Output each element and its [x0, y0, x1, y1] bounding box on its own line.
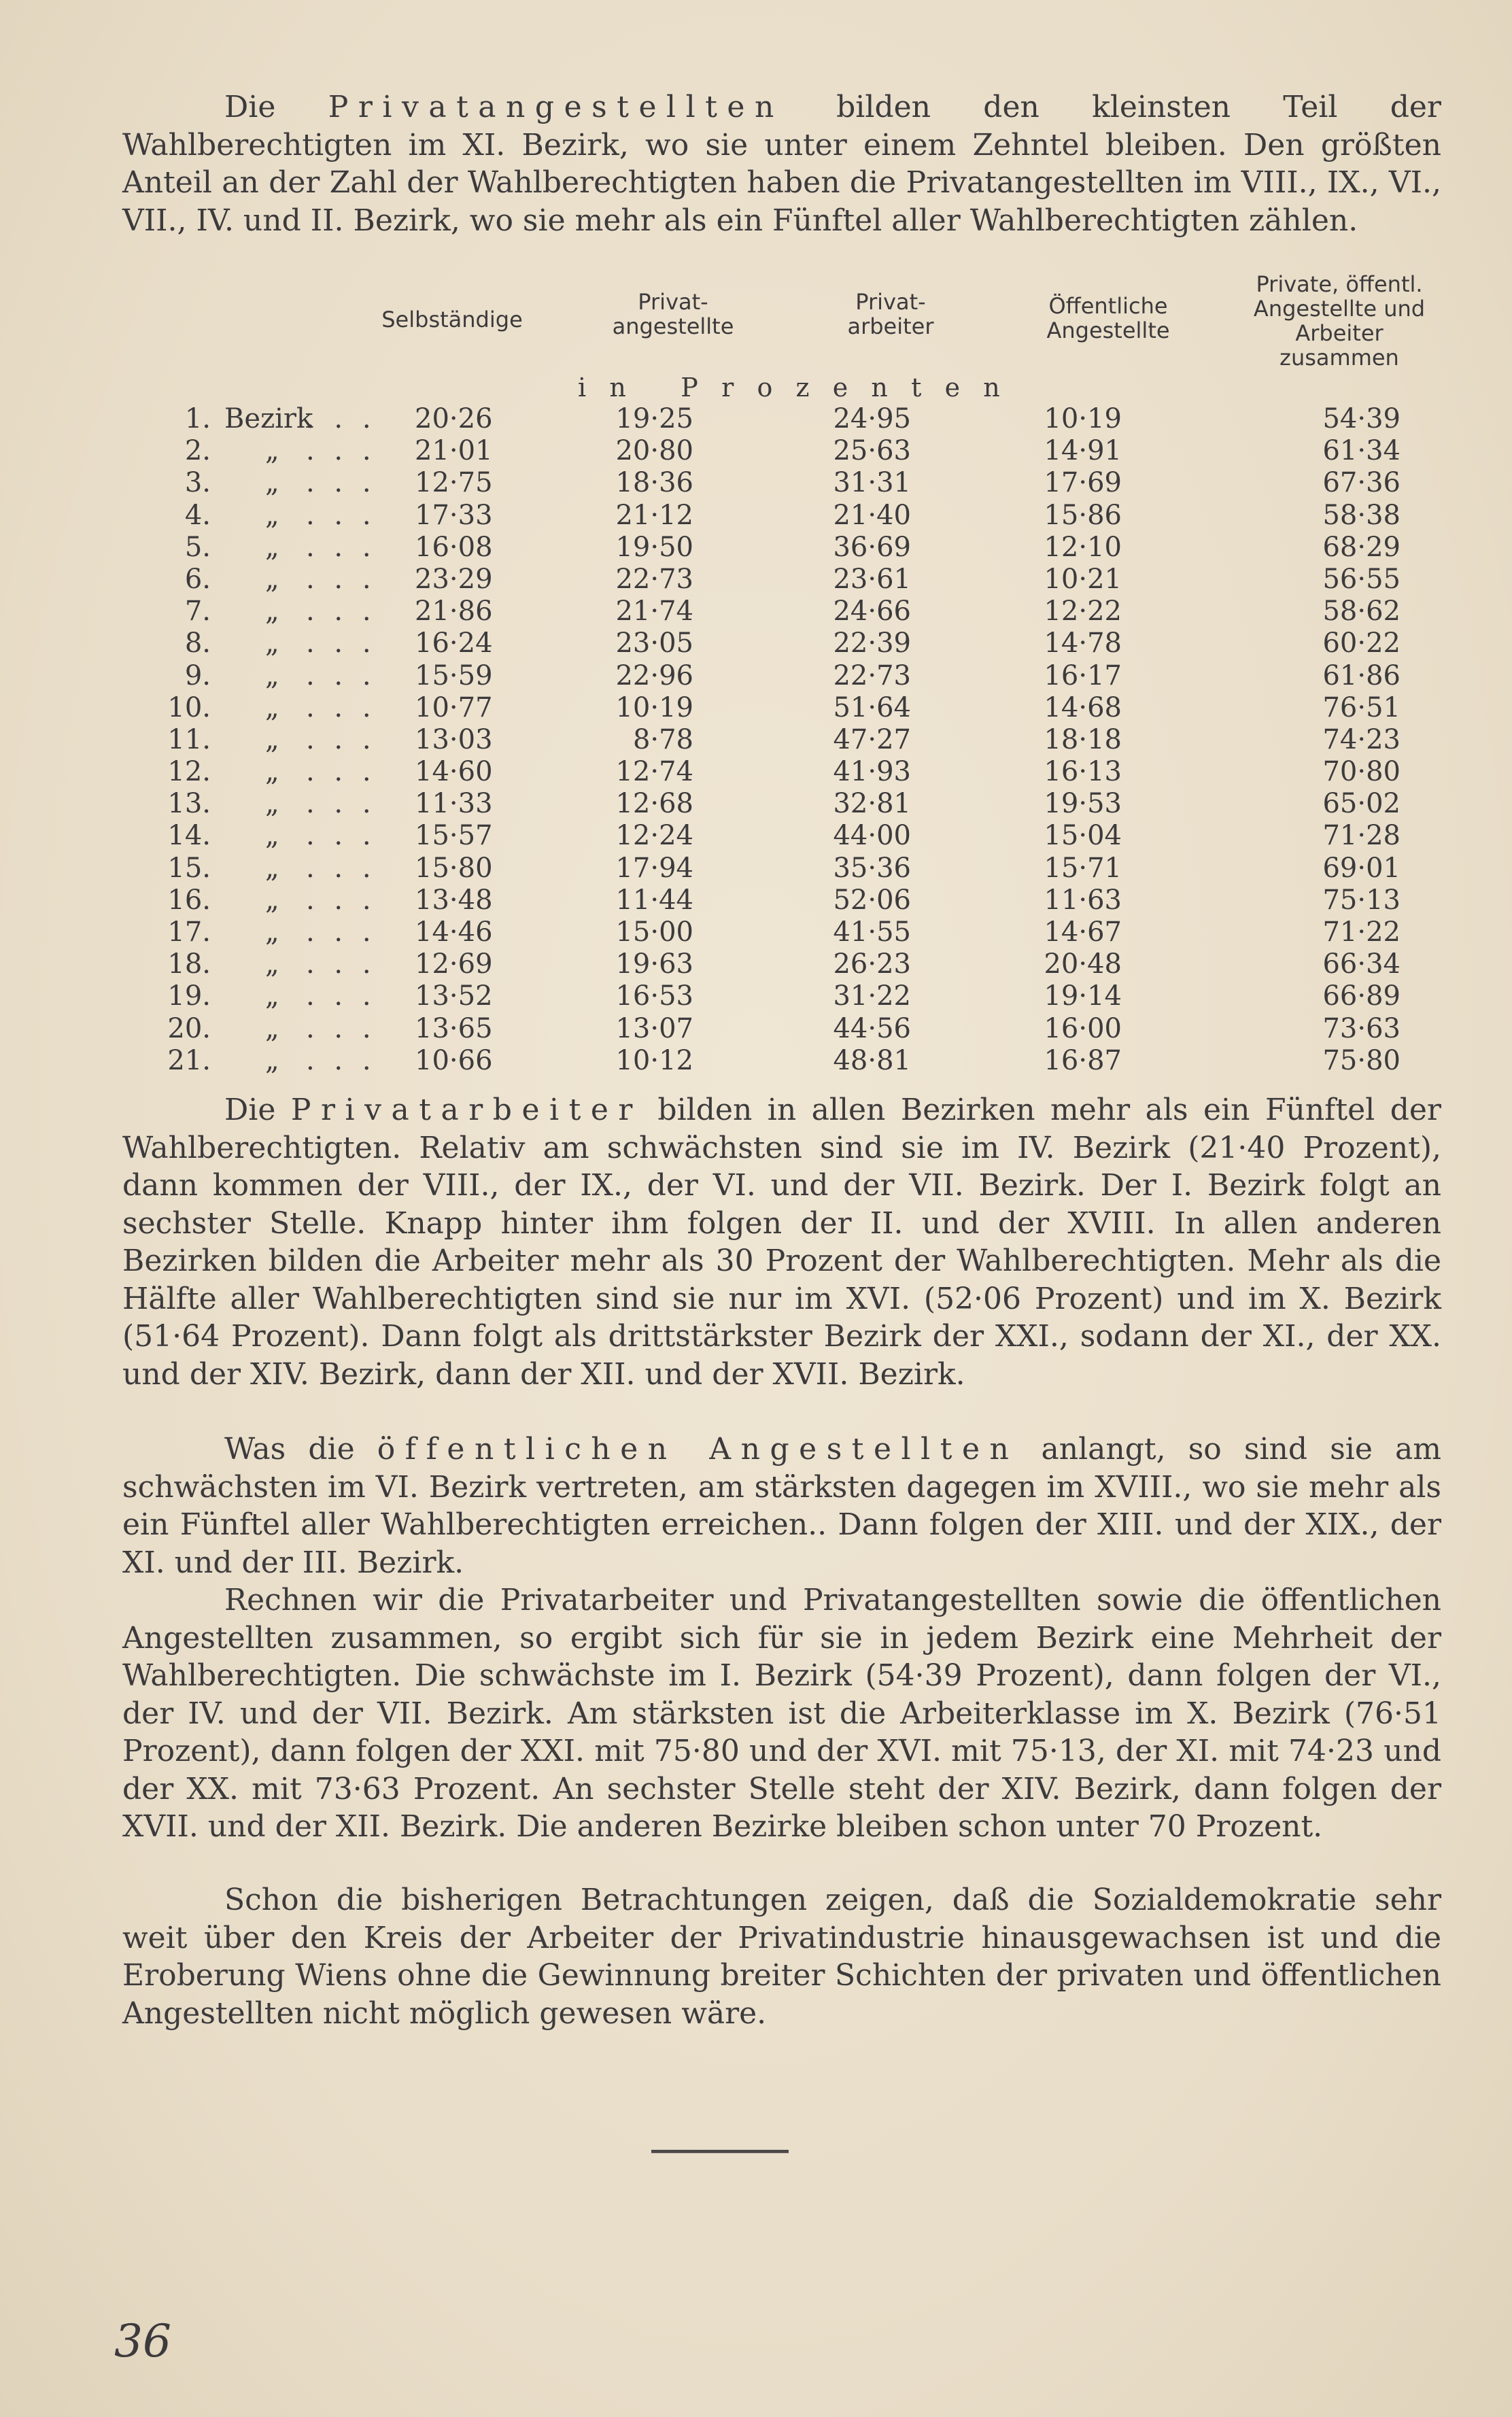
cell-privatangestellte: 13·07 — [615, 1012, 693, 1044]
cell-oeffentliche: 14·67 — [1044, 916, 1122, 948]
leader-dots: . . . — [306, 403, 377, 434]
cell-privatarbeiter: 23·61 — [833, 563, 911, 595]
cell-privatarbeiter: 32·81 — [833, 788, 911, 820]
cell-zusammen: 66·89 — [1322, 980, 1401, 1012]
cell-privatangestellte: 8·78 — [632, 723, 693, 755]
table-row — [122, 1045, 1441, 1077]
bezirk-label: Bezirk — [224, 403, 313, 434]
leader-dots: . . . — [306, 1012, 377, 1044]
cell-oeffentliche: 14·91 — [1044, 435, 1122, 467]
leader-dots: . . . — [306, 435, 377, 467]
cell-oeffentliche: 16·87 — [1044, 1044, 1122, 1076]
paragraph-lead: Die — [224, 90, 276, 124]
cell-privatangestellte: 21·12 — [615, 499, 693, 531]
leader-dots: . . . — [306, 659, 377, 691]
cell-zusammen: 71·22 — [1322, 916, 1401, 948]
ditto-mark: „ — [265, 659, 279, 691]
cell-zusammen: 76·51 — [1322, 691, 1401, 723]
cell-oeffentliche: 15·71 — [1044, 852, 1122, 884]
cell-selbstaendige: 13·03 — [415, 723, 493, 755]
cell-oeffentliche: 12·22 — [1044, 596, 1122, 628]
ditto-mark: „ — [265, 948, 279, 980]
cell-selbstaendige: 13·65 — [415, 1012, 493, 1044]
row-number: 16. — [167, 884, 211, 916]
cell-privatarbeiter: 22·73 — [833, 659, 911, 691]
cell-privatarbeiter: 48·81 — [833, 1044, 911, 1076]
cell-privatarbeiter: 52·06 — [833, 884, 911, 916]
spaced-term: öffentlichen Angestellten — [377, 1432, 1019, 1467]
leader-dots: . . . — [306, 916, 377, 948]
cell-oeffentliche: 19·14 — [1044, 980, 1122, 1012]
header-selbstaendige: Selbständige — [381, 307, 523, 332]
leader-dots: . . . — [306, 691, 377, 723]
leader-dots: . . . — [306, 948, 377, 980]
leader-dots: . . . — [306, 884, 377, 916]
ditto-mark: „ — [265, 820, 279, 852]
cell-zusammen: 70·80 — [1322, 756, 1401, 788]
header-zusammen: Private, öffentl. Angestellte und Arbeiter zusammen — [1253, 271, 1426, 371]
cell-privatangestellte: 23·05 — [615, 628, 693, 659]
header-privatangestellte: Privat- angestellte — [612, 289, 734, 339]
table-row — [122, 500, 1441, 532]
row-number: 5. — [184, 531, 211, 563]
cell-selbstaendige: 13·48 — [415, 884, 493, 916]
cell-selbstaendige: 20·26 — [415, 403, 493, 434]
cell-privatangestellte: 19·50 — [615, 531, 693, 563]
paragraph-lead: Was die — [224, 1432, 355, 1467]
cell-zusammen: 61·86 — [1322, 659, 1401, 691]
row-number: 7. — [184, 596, 211, 628]
cell-privatangestellte: 22·96 — [615, 659, 693, 691]
cell-zusammen: 75·13 — [1322, 884, 1401, 916]
cell-privatarbeiter: 31·22 — [833, 980, 911, 1012]
ditto-mark: „ — [265, 467, 279, 499]
cell-privatarbeiter: 24·95 — [833, 403, 911, 434]
cell-zusammen: 66·34 — [1322, 948, 1401, 980]
cell-privatarbeiter: 36·69 — [833, 531, 911, 563]
ditto-mark: „ — [265, 884, 279, 916]
cell-privatarbeiter: 47·27 — [833, 723, 911, 755]
cell-selbstaendige: 21·01 — [415, 435, 493, 467]
header-privatarbeiter: Privat- arbeiter — [847, 289, 934, 339]
ditto-mark: „ — [265, 531, 279, 563]
cell-zusammen: 54·39 — [1322, 403, 1401, 434]
table-row — [122, 692, 1441, 724]
table-row — [122, 853, 1441, 885]
cell-privatarbeiter: 24·66 — [833, 596, 911, 628]
row-number: 15. — [167, 852, 211, 884]
section-rule — [651, 2150, 789, 2153]
paragraph-privatarbeiter — [122, 1091, 1441, 1393]
cell-oeffentliche: 16·17 — [1044, 659, 1122, 691]
paragraph-oeffentliche-angestellte — [122, 1430, 1441, 1581]
cell-privatarbeiter: 41·55 — [833, 916, 911, 948]
table-row — [122, 596, 1441, 628]
leader-dots: . . . — [306, 788, 377, 820]
cell-selbstaendige: 10·77 — [415, 691, 493, 723]
cell-oeffentliche: 12·10 — [1044, 531, 1122, 563]
leader-dots: . . . — [306, 723, 377, 755]
cell-oeffentliche: 10·21 — [1044, 563, 1122, 595]
ditto-mark: „ — [265, 435, 279, 467]
paragraph-schluss: Schon die bisherigen Betrachtungen zeigen, daß die Sozialdemokratie sehr weit über den Kreis der Arbeiter der Privatindustrie hinausgewachsen ist und die Eroberung Wiens ohne die Gewinnung breiter Schichten der privaten und öffentlichen Angestellten nicht möglich gewesen wäre. — [122, 1883, 1441, 2031]
page-number: 36 — [114, 2315, 171, 2367]
leader-dots: . . . — [306, 852, 377, 884]
cell-zusammen: 65·02 — [1322, 788, 1401, 820]
table-row — [122, 532, 1441, 564]
row-number: 11. — [167, 723, 211, 755]
cell-selbstaendige: 17·33 — [415, 499, 493, 531]
ditto-mark: „ — [265, 1012, 279, 1044]
leader-dots: . . . — [306, 756, 377, 788]
cell-selbstaendige: 15·59 — [415, 659, 493, 691]
paragraph-text: bilden den kleinsten Teil der Wahlberechtigten im XI. Bezirk, wo sie unter einem Zehntel bleiben. Den größten Anteil an der Zahl der Wahlberechtigten haben die Privatangestellten im VIII., IX., VI., VII., IV. und II. Bezirk, wo sie mehr als ein Fünftel aller Wahlberechtigten zählen. — [122, 90, 1441, 238]
paragraph-text: bilden in allen Bezirken mehr als ein Fünftel der Wahlberechtigten. Relativ am schwächsten sind sie im IV. Bezirk (21·40 Prozent), dann kommen der VIII., der IX., der VI. und der VII. Bezirk. Der I. Bezirk folgt an sechster Stelle. Knapp hinter ihm folgen der II. und der XVIII. In allen anderen Bezirken bilden die Arbeiter mehr als 30 Prozent der Wahlberechtigten. Mehr als die Hälfte aller Wahlberechtigten sind sie nur im XVI. (52·06 Prozent) und im X. Bezirk (51·64 Prozent). Dann folgt als drittstärkster Bezirk der XXI., sodann der XI., der XX. und der XIV. Bezirk, dann der XII. und der XVII. Bezirk. — [122, 1093, 1441, 1392]
cell-zusammen: 71·28 — [1322, 820, 1401, 852]
header-oeffentliche-angestellte: Öffentliche Angestellte — [1046, 293, 1170, 343]
table-row — [122, 788, 1441, 820]
ditto-mark: „ — [265, 980, 279, 1012]
ditto-mark: „ — [265, 916, 279, 948]
row-number: 20. — [167, 1012, 211, 1044]
table-row — [122, 403, 1441, 435]
cell-selbstaendige: 15·57 — [415, 820, 493, 852]
leader-dots: . . . — [306, 1044, 377, 1076]
row-number: 3. — [184, 467, 211, 499]
row-number: 14. — [167, 820, 211, 852]
cell-oeffentliche: 18·18 — [1044, 723, 1122, 755]
row-number: 10. — [167, 691, 211, 723]
cell-selbstaendige: 15·80 — [415, 852, 493, 884]
row-number: 4. — [184, 499, 211, 531]
leader-dots: . . . — [306, 820, 377, 852]
cell-privatangestellte: 12·24 — [615, 820, 693, 852]
table-row — [122, 820, 1441, 852]
ditto-mark: „ — [265, 628, 279, 659]
leader-dots: . . . — [306, 467, 377, 499]
cell-zusammen: 60·22 — [1322, 628, 1401, 659]
cell-zusammen: 68·29 — [1322, 531, 1401, 563]
cell-privatarbeiter: 22·39 — [833, 628, 911, 659]
cell-privatarbeiter: 21·40 — [833, 499, 911, 531]
cell-selbstaendige: 23·29 — [415, 563, 493, 595]
paragraph-lead: Die — [224, 1093, 276, 1127]
ditto-mark: „ — [265, 852, 279, 884]
cell-privatangestellte: 21·74 — [615, 596, 693, 628]
row-number: 18. — [167, 948, 211, 980]
cell-oeffentliche: 15·04 — [1044, 820, 1122, 852]
table-row — [122, 724, 1441, 756]
cell-selbstaendige: 14·60 — [415, 756, 493, 788]
row-number: 12. — [167, 756, 211, 788]
cell-oeffentliche: 14·68 — [1044, 691, 1122, 723]
cell-zusammen: 67·36 — [1322, 467, 1401, 499]
ditto-mark: „ — [265, 596, 279, 628]
cell-privatangestellte: 16·53 — [615, 980, 693, 1012]
row-number: 21. — [167, 1044, 211, 1076]
table-row — [122, 948, 1441, 980]
cell-privatarbeiter: 44·56 — [833, 1012, 911, 1044]
table-row — [122, 628, 1441, 659]
table-row — [122, 1013, 1441, 1045]
cell-oeffentliche: 20·48 — [1044, 948, 1122, 980]
cell-privatarbeiter: 26·23 — [833, 948, 911, 980]
cell-privatangestellte: 22·73 — [615, 563, 693, 595]
cell-privatarbeiter: 44·00 — [833, 820, 911, 852]
cell-oeffentliche: 10·19 — [1044, 403, 1122, 434]
leader-dots: . . . — [306, 499, 377, 531]
ditto-mark: „ — [265, 563, 279, 595]
cell-privatangestellte: 19·63 — [615, 948, 693, 980]
ditto-mark: „ — [265, 691, 279, 723]
cell-selbstaendige: 10·66 — [415, 1044, 493, 1076]
table-row — [122, 564, 1441, 596]
cell-privatarbeiter: 51·64 — [833, 691, 911, 723]
cell-zusammen: 69·01 — [1322, 852, 1401, 884]
row-number: 8. — [184, 628, 211, 659]
cell-privatangestellte: 11·44 — [615, 884, 693, 916]
cell-zusammen: 74·23 — [1322, 723, 1401, 755]
spaced-term: Privatangestellten — [328, 90, 784, 124]
cell-privatangestellte: 10·19 — [615, 691, 693, 723]
cell-oeffentliche: 15·86 — [1044, 499, 1122, 531]
ditto-mark: „ — [265, 788, 279, 820]
table-row — [122, 435, 1441, 467]
table-row — [122, 660, 1441, 692]
ditto-mark: „ — [265, 499, 279, 531]
row-number: 1. — [184, 403, 211, 434]
cell-privatangestellte: 18·36 — [615, 467, 693, 499]
leader-dots: . . . — [306, 628, 377, 659]
row-number: 17. — [167, 916, 211, 948]
unit-label: in Prozenten — [578, 373, 1023, 402]
cell-selbstaendige: 16·08 — [415, 531, 493, 563]
cell-selbstaendige: 12·69 — [415, 948, 493, 980]
ditto-mark: „ — [265, 756, 279, 788]
table-row — [122, 885, 1441, 916]
cell-privatangestellte: 10·12 — [615, 1044, 693, 1076]
cell-privatangestellte: 19·25 — [615, 403, 693, 434]
cell-privatangestellte: 20·80 — [615, 435, 693, 467]
leader-dots: . . . — [306, 596, 377, 628]
row-number: 6. — [184, 563, 211, 595]
cell-selbstaendige: 13·52 — [415, 980, 493, 1012]
leader-dots: . . . — [306, 563, 377, 595]
row-number: 19. — [167, 980, 211, 1012]
row-number: 13. — [167, 788, 211, 820]
paragraph-zusammen: Rechnen wir die Privatarbeiter und Privatangestellten sowie die öffentlichen Angestellten zusammen, so ergibt sich für sie in jedem Bezirk eine Mehrheit der Wahlberechtigten. Die schwächste im I. Bezirk (54·39 Prozent), dann folgen der VI., der IV. und der VII. Bezirk. Am stärksten ist die Arbeiterklasse im X. Bezirk (76·51 Prozent), dann folgen der XXI. mit 75·80 und der XVI. mit 75·13, der XI. mit 74·23 und der XX. mit 73·63 Prozent. An sechster Stelle steht der XIV. Bezirk, dann folgen der XVII. und der XII. Bezirk. Die anderen Bezirke bleiben schon unter 70 Prozent. — [122, 1583, 1441, 1844]
cell-oeffentliche: 14·78 — [1044, 628, 1122, 659]
cell-privatarbeiter: 31·31 — [833, 467, 911, 499]
cell-selbstaendige: 21·86 — [415, 596, 493, 628]
cell-zusammen: 75·80 — [1322, 1044, 1401, 1076]
table-row — [122, 467, 1441, 499]
cell-selbstaendige: 14·46 — [415, 916, 493, 948]
cell-zusammen: 73·63 — [1322, 1012, 1401, 1044]
cell-privatarbeiter: 35·36 — [833, 852, 911, 884]
ditto-mark: „ — [265, 1044, 279, 1076]
table-row — [122, 980, 1441, 1012]
cell-oeffentliche: 16·13 — [1044, 756, 1122, 788]
leader-dots: . . . — [306, 531, 377, 563]
row-number: 9. — [184, 659, 211, 691]
cell-zusammen: 58·38 — [1322, 499, 1401, 531]
table-body — [122, 403, 1441, 1077]
ditto-mark: „ — [265, 723, 279, 755]
cell-privatangestellte: 12·74 — [615, 756, 693, 788]
cell-selbstaendige: 16·24 — [415, 628, 493, 659]
cell-zusammen: 56·55 — [1322, 563, 1401, 595]
leader-dots: . . . — [306, 980, 377, 1012]
cell-selbstaendige: 11·33 — [415, 788, 493, 820]
cell-privatangestellte: 15·00 — [615, 916, 693, 948]
cell-zusammen: 61·34 — [1322, 435, 1401, 467]
percentage-table — [122, 272, 1441, 1095]
paragraph-privatangestellte — [122, 88, 1441, 239]
spaced-term: Privatarbeiter — [290, 1093, 642, 1127]
table-row — [122, 756, 1441, 788]
cell-oeffentliche: 16·00 — [1044, 1012, 1122, 1044]
cell-privatarbeiter: 41·93 — [833, 756, 911, 788]
cell-selbstaendige: 12·75 — [415, 467, 493, 499]
cell-oeffentliche: 19·53 — [1044, 788, 1122, 820]
row-number: 2. — [184, 435, 211, 467]
cell-privatangestellte: 17·94 — [615, 852, 693, 884]
cell-oeffentliche: 17·69 — [1044, 467, 1122, 499]
cell-privatangestellte: 12·68 — [615, 788, 693, 820]
paragraph-text: anlangt, so sind sie am schwächsten im VI. Bezirk vertreten, am stärksten dagegen im XVIII., wo sie mehr als ein Fünftel aller Wahlberechtigten erreichen.. Dann folgen der XIII. und der XIX., der XI. und der III. Bezirk. — [122, 1432, 1441, 1580]
cell-oeffentliche: 11·63 — [1044, 884, 1122, 916]
cell-zusammen: 58·62 — [1322, 596, 1401, 628]
cell-privatarbeiter: 25·63 — [833, 435, 911, 467]
table-row — [122, 916, 1441, 948]
